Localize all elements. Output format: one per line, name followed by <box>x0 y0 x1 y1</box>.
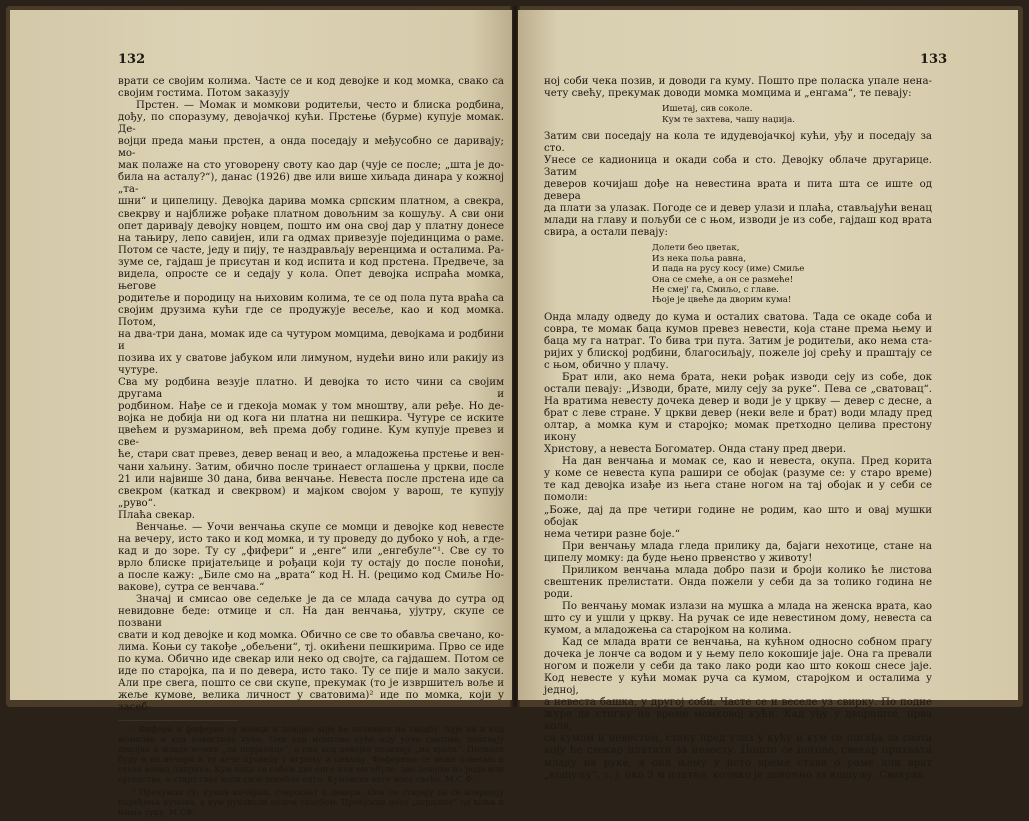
song-verse <box>544 243 932 305</box>
text-line: с њом, обично у плачу. <box>544 359 669 371</box>
text-line: позива их у сватове јабуком или лимуном, нудећи вино или ракију из чутуре. <box>118 353 504 377</box>
text-line: невидовне беде: отмице и сл. На дан венчања, ујутру, скупе се позвани <box>118 606 504 630</box>
verse-line: Долети бео цветак, <box>652 243 740 254</box>
footnotes <box>118 725 504 817</box>
text-line: брат с леве стране. У цркви девер (неки веле и брат) води младу пред <box>544 408 932 420</box>
text-line: цвећем и рузмарином, већ према добу године. Кум купује превез и све- <box>118 425 504 449</box>
text-line: По венчању момак излази на мушка а млада на женска врата, као <box>562 600 932 612</box>
text-line: у коме се невеста купа рашири се обојак (разуме се: у старо време) <box>544 468 932 480</box>
text-line: Али пре свега, пошто се сви скупе, прекумак (то је извршитељ воље и <box>118 678 504 690</box>
text-line: жеље кумове, велика личност у сватовима)² иде по момка, који у засеб- <box>118 690 504 714</box>
text-line: млади на главу и пољуби се с њом, изводи је из собе, гајдаш код врата <box>544 215 932 227</box>
text-line: на вечеру, исто тако и код момка, и ту проведу до дубоко у ноћ, а где- <box>118 533 504 545</box>
text-line: опет даривају девојку новцем, пошто им она свој дар у платну донесе <box>118 220 504 232</box>
text-line: мак полаже на сто уговорену своту као дар (чује се после; „шта је до- <box>118 160 504 172</box>
text-line: журе да стигну на време момковој кући. Кад уђу у двориште, прва кола, <box>544 709 932 733</box>
right-page-body-middle <box>544 131 932 239</box>
text-line: Потом се часте, једу и пију, те наздрављају веренцима и осталима. Ра- <box>118 244 504 256</box>
verse-line: Њоје је цвеће да дворим кума! <box>652 295 792 306</box>
text-line: „кошуљу“, т. ј. око 3 м платна, колико је довољно за кошуљу. Свекрва <box>544 769 924 781</box>
text-line: ципелу момку: да буде њено првенство у животу! <box>544 552 813 564</box>
text-line: што су и ушли у цркву. На ручак се иде невестином дому, невеста са <box>544 612 932 624</box>
text-line: својим гостима. Потом заказују <box>118 88 290 100</box>
open-book <box>6 6 1023 817</box>
text-line: са кумом и невестом, стану пред улаз у кућу и кум се погађа за свота <box>544 733 932 745</box>
text-line: 21 или највише 30 дана, бива венчање. Невеста после прстена иде са <box>118 473 504 485</box>
text-line: те кад девојка изађе из њега стане ногом на тај обојак и у себи се помоли: <box>544 480 932 504</box>
text-line: свекром (каткад и свекрвом) и мајком својом у варош, те купују „руво“. <box>118 485 504 509</box>
verse-line: Не смеј' га, Смиљо, с главе. <box>652 284 779 295</box>
text-line: Код невесте у кући момак руча са кумом, старојком и осталима у једној, <box>544 673 932 697</box>
right-page-body-bottom <box>544 312 932 782</box>
text-line: видела, опросте се и седају у кола. Опет девојка испраћа момка, његове <box>118 268 504 292</box>
text-line: да плати за улазак. Погоде се и девер улази и плаћа, стављајући венац <box>544 203 932 215</box>
text-line: својим друзима кући где се продужује весеље, као и код момка. Потом, <box>118 304 504 328</box>
text-line: врати се својим колима. Часте се и код девојке и код момка, свако са <box>118 76 504 87</box>
verse-line: Кум те захтева, чашу наџија. <box>662 114 795 125</box>
text-line: чету свећу, прекумак доводи момка момцима и „енгама“, те певају: <box>544 88 912 100</box>
text-line: деверов кочијаш дође на невестина врата и пита шта се иште од девера <box>544 179 932 203</box>
text-line: на два-три дана, момак иде са чутуром момцима, девојкама и родбини и <box>118 328 504 353</box>
text-line: Венчање. — Уочи венчања скупе се момци и девојке код невесте <box>136 521 504 533</box>
text-line: Христову, а невеста Богоматер. Онда стану пред двери. <box>544 444 847 456</box>
text-line: ријих у блиској родбини, благосиљају, пожеле јој срећу и праштају се <box>544 347 932 359</box>
text-line: на тањиру, лепо савијен, или га одмах привезује појединцима о раме. <box>118 232 504 244</box>
text-line: свати и код девојке и код момка. Обично се све то обавља свечано, ко- <box>118 630 504 642</box>
song-verse <box>544 104 932 125</box>
text-line: остали певају: „Изводи, брате, милу сеју за руке“. Пева се „сватовац“. <box>544 384 932 396</box>
footnote: ¹ Фифери и фиферке су момци и девојке које ће позивати на свадбу. Бује их и код момкове и код невестине куће. Они код момкове куће иду уочи сватова, позивају девојке и младе момке „на перјанице“, а они код девојке позивају „на врата“. Позвани буду и на вечери и то вече проведу у игрању и певању. Фиферима се веже повесмо и стави венац паприка. Кум води са собом две енге или енгебуле, две девојке из рода или суседства, а старт сват води свое посебне енге. Кумовске енге носе свеће. М.С.Ф. <box>118 724 504 785</box>
left-page-text <box>118 76 504 821</box>
text-line: Кад се млада врати се венчања, на кућном односно собном прагу <box>562 637 932 649</box>
text-line: иде по старојка, па и по девера, исто тако. Ту се пије и мало закуси. <box>118 666 504 678</box>
verse-line: Ишетај, сив соколе. <box>662 104 753 115</box>
text-line: ногом и пожели у себи да тако лако роди као што кокош снесе јаје. <box>544 661 932 673</box>
text-line: родитеље и породицу на њиховим колима, те се од пола пута враћа са <box>118 292 504 304</box>
text-line: вакове), сутра се венчава.“ <box>118 581 265 593</box>
text-line: по кума. Обично иде свекар или неко од својте, са гајдашем. Потом се <box>118 654 504 666</box>
left-page <box>10 10 512 817</box>
text-line: Унесе се кадионица и окади соба и сто. Девојку облаче другарице. Затим <box>544 155 932 179</box>
text-line: Прстен. — Момак и момкови родитељи, често и блиска родбина, <box>136 100 504 112</box>
text-line: кумом, а младожења са старојком на колима. <box>544 624 792 636</box>
verse-line: Из нека поља равна, <box>652 253 747 264</box>
text-line: родбином. Нађе се и гдекоја момак у том мноштву, али ређе. Но де- <box>118 401 504 413</box>
text-line: При венчању млада гледа прилику да, бајаги нехотице, стане на <box>562 540 932 552</box>
text-line: олтар, а момка кум и старојко; момак претходно целива престону икону <box>544 420 932 444</box>
text-line: баца му га натраг. То бива три пута. Затим је родитељи, ако нема ста- <box>544 335 932 347</box>
text-line: Значај и смисао ове седељке је да се млада сачува до сутра од <box>136 594 504 606</box>
left-page-body <box>118 76 504 714</box>
text-line: свекрву и најближе рођаке платном довољним за кошуљу. А сви они <box>118 208 504 220</box>
text-line: чани хаљину. Затим, обично после тринаест оглашења у цркви, после <box>118 461 504 473</box>
text-line: нема четири разне боје.“ <box>544 528 680 540</box>
right-page <box>518 10 1018 781</box>
text-line: ној соби чека позив, и доводи га куму. Пошто пре поласка упале нена- <box>544 76 932 87</box>
text-line: војка не добија ни од кога ни платна ни пешкира. Чутуре се иските <box>118 413 504 425</box>
text-line: Приликом венчања млада добро пази и броји колико ће листова <box>562 564 932 576</box>
text-line: На дан венчања и момак се, као и невеста, окупа. Пред корита <box>562 456 932 468</box>
text-line: коју ће свекар платити за невесту. Пошто се погоде, свекар прихвати <box>544 745 932 757</box>
text-line: Брат или, ако нема брата, неки рођак изводи сеју из собе, док <box>562 372 932 383</box>
text-line: зуме се, гајдаш је присутан и код испита и код прстена. Предвече, за <box>118 256 504 268</box>
text-line: кад и до зоре. Ту су „фифери“ и „енге“ или „енгебуле“¹. Све су то <box>118 545 504 557</box>
page-number: 133 <box>920 52 948 67</box>
text-line: лима. Коњи су такође „обељени“, тј. окићени пешкирима. Прво се иде <box>118 642 504 654</box>
text-line: Затим сви поседају на кола те идудевојачкој кући, уђу и поседају за сто. <box>544 130 932 154</box>
verse-line: Она се смеће, а он се размеће! <box>652 274 794 285</box>
text-line: свира, а остали певају: <box>544 227 668 239</box>
text-line: свештеник прелистати. Онда пожели у себи да за толико година не роди. <box>544 576 932 600</box>
text-line: дођу, по споразуму, девојачкој кући. Прстење (бурме) купује момак. Де- <box>118 112 504 136</box>
text-line: војци преда мањи прстен, а онда поседају и међусобно се даривају; мо- <box>118 136 504 160</box>
text-line: била на асталу?“), данас (1926) две или више хиљада динара у кожној „та- <box>118 172 504 196</box>
right-page-text <box>544 76 932 782</box>
right-page-body-top <box>544 76 932 100</box>
text-line: врло блиске пријатељице и рођаци који ту остају до после поноћи, <box>118 557 504 569</box>
footnote: ² Прекумци су: кумов кочијаш, старосват и девери. Они се старају да се извршују наређења кумова, а кум руководи целом свадбом. Прекумци носе „огрљине“ од коња и њима туку. М.СФ. <box>118 786 504 817</box>
text-line: а невеста башка, у другој соби. Часте се и веселе уз свирку. По подне <box>544 697 932 709</box>
text-line: На вратима невесту дочека девер и води је у цркву — девер с десне, а <box>544 396 932 408</box>
text-line: Онда младу одведу до кума и осталих сватова. Тада се окаде соба и <box>544 311 932 323</box>
text-line: младу на руке, а она њему у исто време стави о раме или врат <box>544 757 932 769</box>
text-line: а после кажу: „Биле смо на „врата“ код Н. Н. (рецимо код Смиље Но- <box>118 569 504 581</box>
page-number: 132 <box>118 52 146 67</box>
verse-line: И пада на русу косу (име) Смиље <box>652 264 805 275</box>
text-line: „Боже, дај да пре четири године не родим, као што и овај мушки обојак <box>544 504 932 528</box>
text-line: дочека је лонче са водом и у њему пело кокошије јаје. Она га превали <box>544 649 932 661</box>
text-line: Плаћа свекар. <box>118 509 195 521</box>
text-line: совра, те момак баца кумов превез невести, која стане према њему и <box>544 323 932 335</box>
footnote-divider <box>118 720 238 721</box>
text-line: Сва му родбина везује платно. И девојка то исто чини са својим другама и <box>118 377 504 401</box>
text-line: шни“ и ципелицу. Девојка дарива момка српским платном, а свекра, <box>118 196 504 208</box>
text-line: ће, стари сват превез, девер венац и вео, а младожења прстење и вен- <box>118 449 504 461</box>
